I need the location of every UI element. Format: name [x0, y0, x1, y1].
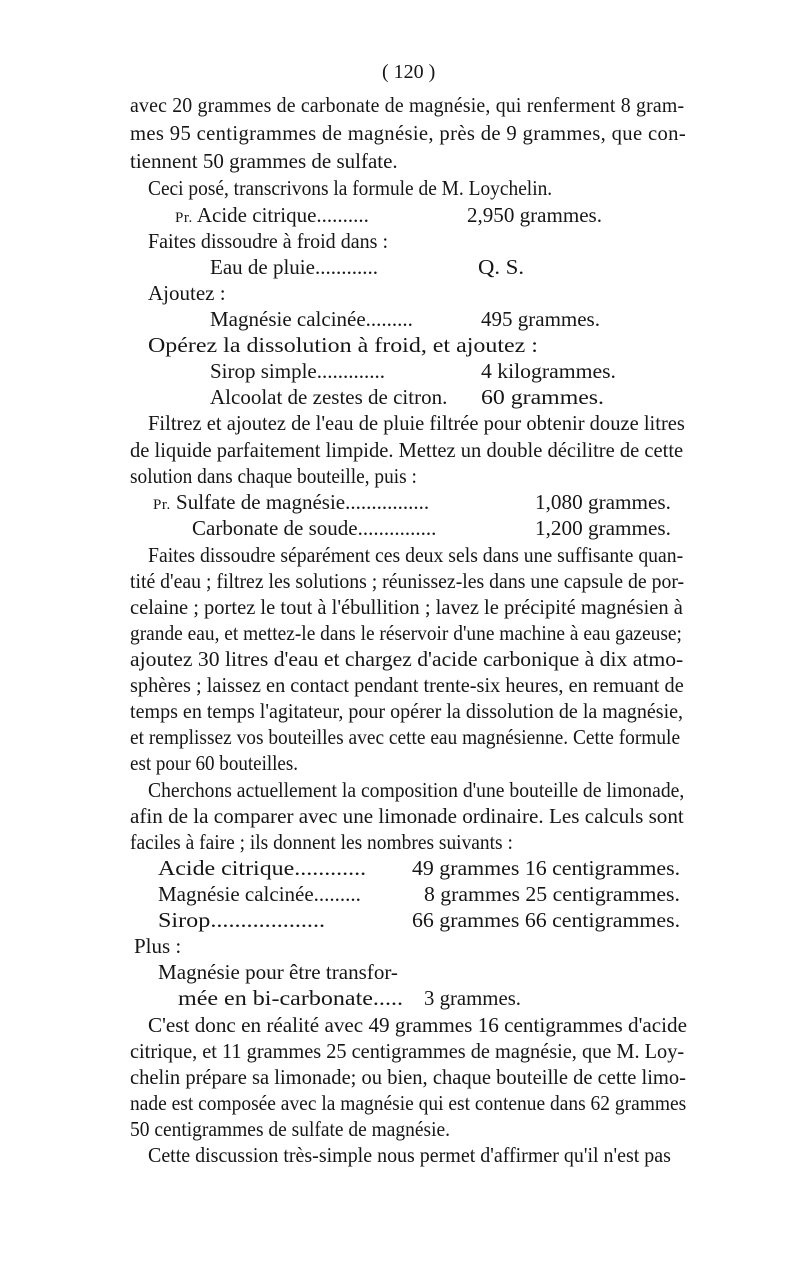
text-line: est pour 60 bouteilles.	[130, 751, 299, 775]
ingredient-name: Alcoolat de zestes de citron.	[210, 385, 448, 409]
text-line: citrique, et 11 grammes 25 centigrammes de magnésie, que M. Loy-	[130, 1039, 685, 1063]
recipe-item	[175, 205, 369, 226]
text-line: Ceci posé, transcrivons la formule de M. Loychelin.	[148, 176, 553, 200]
text-line: 50 centigrammes de sulfate de magnésie.	[130, 1117, 451, 1141]
text-line: Opérez la dissolution à froid, et ajoutez :	[148, 333, 538, 357]
ingredient-name: Sirop...................	[158, 908, 326, 932]
text-line: Cherchons actuellement la composition d'une bouteille de limonade,	[148, 778, 685, 802]
text-line: solution dans chaque bouteille, puis :	[130, 464, 417, 488]
text-line: C'est donc en réalité avec 49 grammes 16 centigrammes d'acide	[148, 1013, 688, 1037]
text-line: Plus :	[134, 934, 182, 958]
text-line: Faites dissoudre séparément ces deux sels dans une suffisante quan-	[148, 543, 684, 567]
prescription-abbr: Pr.	[153, 497, 171, 513]
ingredient-quantity: 1,080 grammes.	[535, 490, 671, 514]
text-line: tité d'eau ; filtrez les solutions ; réunissez-les dans une capsule de por-	[130, 569, 685, 593]
text-line: ajoutez 30 litres d'eau et chargez d'acide carbonique à dix atmo-	[130, 647, 684, 671]
ingredient-quantity: 495 grammes.	[481, 307, 600, 331]
text-line: Faites dissoudre à froid dans :	[148, 229, 389, 253]
ingredient-name: Carbonate de soude...............	[192, 516, 437, 540]
text-line: celaine ; portez le tout à l'ébullition ; lavez le précipité magnésien à	[130, 595, 683, 619]
text-line: Filtrez et ajoutez de l'eau de pluie filtrée pour obtenir douze litres	[148, 411, 685, 435]
ingredient-quantity: 3 grammes.	[424, 986, 522, 1010]
ingredient-name: Magnésie pour être transfor-	[158, 960, 398, 984]
ingredient-name: Acide citrique..........	[196, 203, 369, 227]
ingredient-name: mée en bi-carbonate.....	[178, 986, 403, 1010]
ingredient-quantity: 66 grammes 66 centigrammes.	[412, 908, 681, 932]
ingredient-name: Eau de pluie............	[210, 255, 378, 279]
recipe-item	[153, 492, 429, 513]
text-line: chelin prépare sa limonade; ou bien, chaque bouteille de cette limo-	[130, 1065, 687, 1089]
text-line: faciles à faire ; ils donnent les nombres suivants :	[130, 830, 513, 854]
ingredient-name: Acide citrique............	[158, 856, 367, 880]
prescription-abbr: Pr.	[175, 210, 193, 226]
text-line: de liquide parfaitement limpide. Mettez un double décilitre de cette	[130, 438, 684, 462]
text-line: Ajoutez :	[148, 281, 226, 305]
ingredient-name: Magnésie calcinée.........	[210, 307, 413, 331]
text-line: sphères ; laissez en contact pendant trente-six heures, en remuant de	[130, 673, 684, 697]
ingredient-quantity: 49 grammes 16 centigrammes.	[412, 856, 681, 880]
text-line: grande eau, et mettez-le dans le réservoir d'une machine à eau gazeuse;	[130, 621, 682, 645]
text-line: temps en temps l'agitateur, pour opérer la dissolution de la magnésie,	[130, 699, 684, 723]
text-line: tiennent 50 grammes de sulfate.	[130, 149, 398, 173]
ingredient-quantity: Q. S.	[478, 255, 525, 279]
text-line: et remplissez vos bouteilles avec cette eau magnésienne. Cette formule	[130, 725, 681, 749]
text-line: afin de la comparer avec une limonade ordinaire. Les calculs sont	[130, 804, 684, 828]
ingredient-quantity: 1,200 grammes.	[535, 516, 671, 540]
text-line: avec 20 grammes de carbonate de magnésie, qui renferment 8 gram-	[130, 93, 685, 117]
ingredient-quantity: 2,950 grammes.	[467, 203, 603, 227]
page-number: ( 120 )	[382, 61, 436, 83]
ingredient-name: Sirop simple.............	[210, 359, 386, 383]
ingredient-name: Sulfate de magnésie................	[176, 490, 430, 514]
text-line: Cette discussion très-simple nous permet d'affirmer qu'il n'est pas	[148, 1143, 671, 1167]
ingredient-name: Magnésie calcinée.........	[158, 882, 361, 906]
text-line: nade est composée avec la magnésie qui est contenue dans 62 grammes	[130, 1091, 687, 1115]
ingredient-quantity: 4 kilogrammes.	[481, 359, 616, 383]
text-line: mes 95 centigrammes de magnésie, près de 9 grammes, que con-	[130, 121, 687, 145]
ingredient-quantity: 60 grammes.	[481, 385, 605, 409]
ingredient-quantity: 8 grammes 25 centigrammes.	[424, 882, 680, 906]
